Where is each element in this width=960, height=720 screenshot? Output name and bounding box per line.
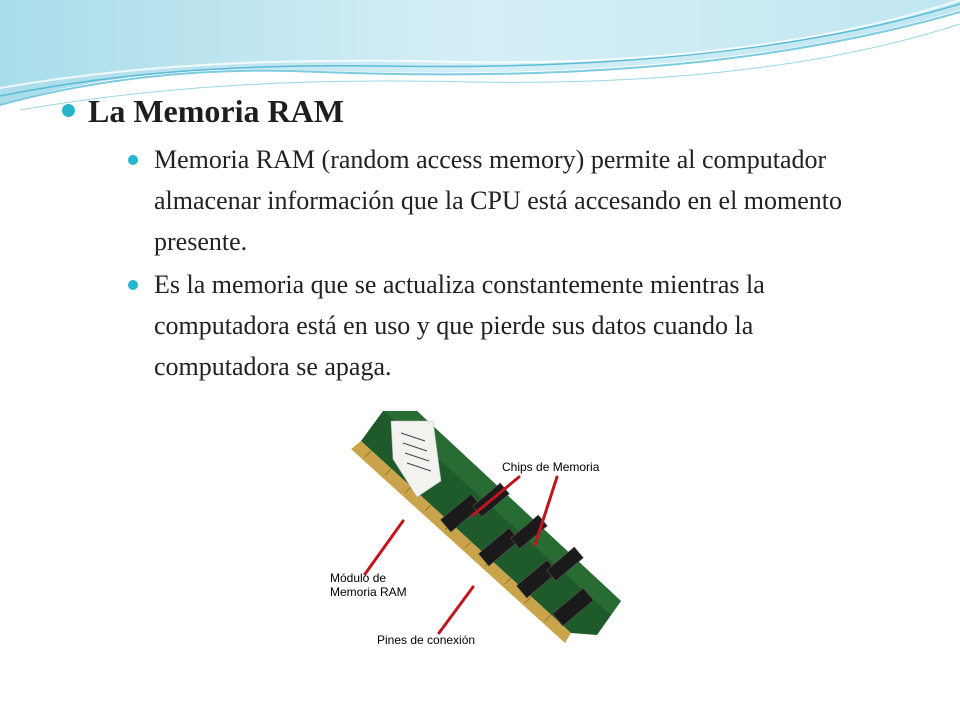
bullet-dot-icon <box>128 155 138 165</box>
ram-module-illustration <box>321 411 642 674</box>
sub-bullet-volatility <box>128 264 894 387</box>
slide-title: La Memoria RAM <box>88 93 344 129</box>
label-ram-module: Módulo de Memoria RAM <box>330 571 407 599</box>
sub-bullet-definition <box>128 139 894 262</box>
bullet-text: Es la memoria que se actualiza constantemente mientras la computadora está en uso y que pierde sus datos cuando la computadora se apaga. <box>154 270 765 381</box>
label-memory-chips: Chips de Memoria <box>502 460 600 474</box>
label-connection-pins: Pines de conexión <box>377 633 476 647</box>
bullet-text: Memoria RAM (random access memory) permite al computador almacenar información que la CPU está accesando en el momento presente. <box>154 145 843 256</box>
title-bullet <box>62 92 344 130</box>
bullet-dot-icon <box>128 280 138 290</box>
bullet-dot-icon <box>62 104 75 117</box>
ram-module-figure <box>321 411 642 674</box>
